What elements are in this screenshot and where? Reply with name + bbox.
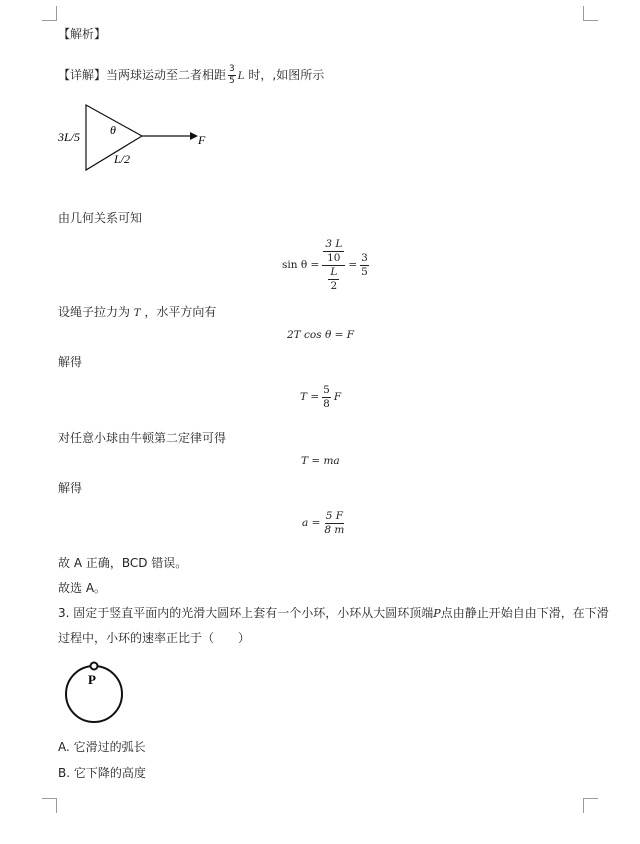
- force-arrow-head: [190, 132, 198, 140]
- eq1-den-group: [327, 266, 340, 293]
- equation-acceleration: [302, 508, 345, 538]
- option-a: [58, 739, 146, 755]
- detail-frac-num: 3: [229, 64, 235, 74]
- solve-text-2: 解得: [58, 481, 83, 495]
- detail-var: L: [237, 71, 245, 82]
- eq1-rhs-fraction: [360, 252, 369, 279]
- tension-text: [58, 304, 216, 322]
- eq5-den: 8 m: [324, 523, 345, 536]
- q3-line1-end: 点由静止开始自由下滑，在下滑: [440, 606, 609, 620]
- eq3-lhs: T =: [300, 391, 320, 403]
- conclusion-text-2: 故选 A。: [58, 581, 107, 595]
- side-length-label: L/2: [114, 152, 131, 166]
- equation-sin: [282, 234, 369, 296]
- crop-mark-top-left: [42, 6, 57, 21]
- option-b-text: 它下降的高度: [73, 766, 146, 780]
- question-3-line-2: 过程中，小环的速率正比于（ ）: [58, 631, 251, 645]
- eq1-rhs-den: 5: [361, 265, 368, 278]
- option-a-label: A.: [58, 740, 70, 754]
- q3-point-p: P: [433, 607, 441, 620]
- eq5-fraction: [323, 510, 345, 537]
- crop-mark-top-right: [583, 6, 598, 21]
- eq3-num: 5: [323, 383, 330, 396]
- tension-var: T: [133, 308, 141, 319]
- circle-ring-figure: [58, 656, 132, 728]
- tension-prefix: 设绳子拉力为: [58, 305, 131, 319]
- equation-horizontal: 2T cos θ = F: [287, 329, 355, 341]
- conclusion-text-1: 故 A 正确，BCD 错误。: [58, 556, 188, 570]
- equation-newton: T = ma: [301, 455, 340, 467]
- small-ring: [91, 663, 98, 670]
- force-label: F: [198, 133, 206, 147]
- eq1-num-group: [322, 238, 345, 266]
- left-side-label: 3L/5: [58, 130, 81, 144]
- eq1-num-top: 3 L: [325, 237, 343, 250]
- point-p-label: P: [88, 672, 96, 687]
- eq1-complex-fraction: [322, 238, 345, 293]
- option-b: [58, 765, 146, 781]
- tension-suffix: ，水平方向有: [144, 305, 217, 319]
- eq1-num-bot: 10: [327, 251, 341, 264]
- option-a-text: 它滑过的弧长: [73, 740, 146, 754]
- crop-mark-bottom-left: [42, 798, 57, 813]
- eq1-den-bot: 2: [330, 279, 338, 292]
- section-header: 【解析】: [58, 27, 107, 41]
- question-3-line-1: [58, 605, 609, 622]
- eq3-var: F: [333, 391, 342, 403]
- crop-mark-bottom-right: [583, 798, 598, 813]
- angle-label: θ: [110, 123, 116, 137]
- eq1-den-top: L: [330, 265, 338, 278]
- equation-tension: [300, 382, 341, 412]
- triangle-force-figure: [50, 96, 220, 176]
- eq1-lhs: sin θ =: [282, 259, 320, 271]
- solve-text-1: 解得: [58, 355, 83, 369]
- q3-line1-start: 3. 固定于竖直平面内的光滑大圆环上套有一个小环，小环从大圆环顶端: [58, 606, 434, 620]
- eq5-num: 5 F: [325, 509, 344, 522]
- detail-line: [58, 62, 324, 90]
- newton-text: 对任意小球由牛顿第二定律可得: [58, 431, 227, 445]
- eq5-lhs: a =: [302, 517, 321, 529]
- detail-fraction: [228, 64, 236, 87]
- option-b-label: B.: [58, 766, 71, 780]
- detail-prefix: 【详解】当两球运动至二者相距: [58, 68, 227, 82]
- eq1-equals: =: [348, 259, 358, 271]
- eq1-rhs-num: 3: [361, 251, 368, 264]
- detail-frac-den: 5: [229, 76, 235, 86]
- geometry-text: 由几何关系可知: [58, 211, 143, 225]
- eq3-den: 8: [323, 397, 330, 410]
- eq3-fraction: [322, 384, 331, 411]
- detail-suffix: 时，,如图所示: [248, 68, 325, 82]
